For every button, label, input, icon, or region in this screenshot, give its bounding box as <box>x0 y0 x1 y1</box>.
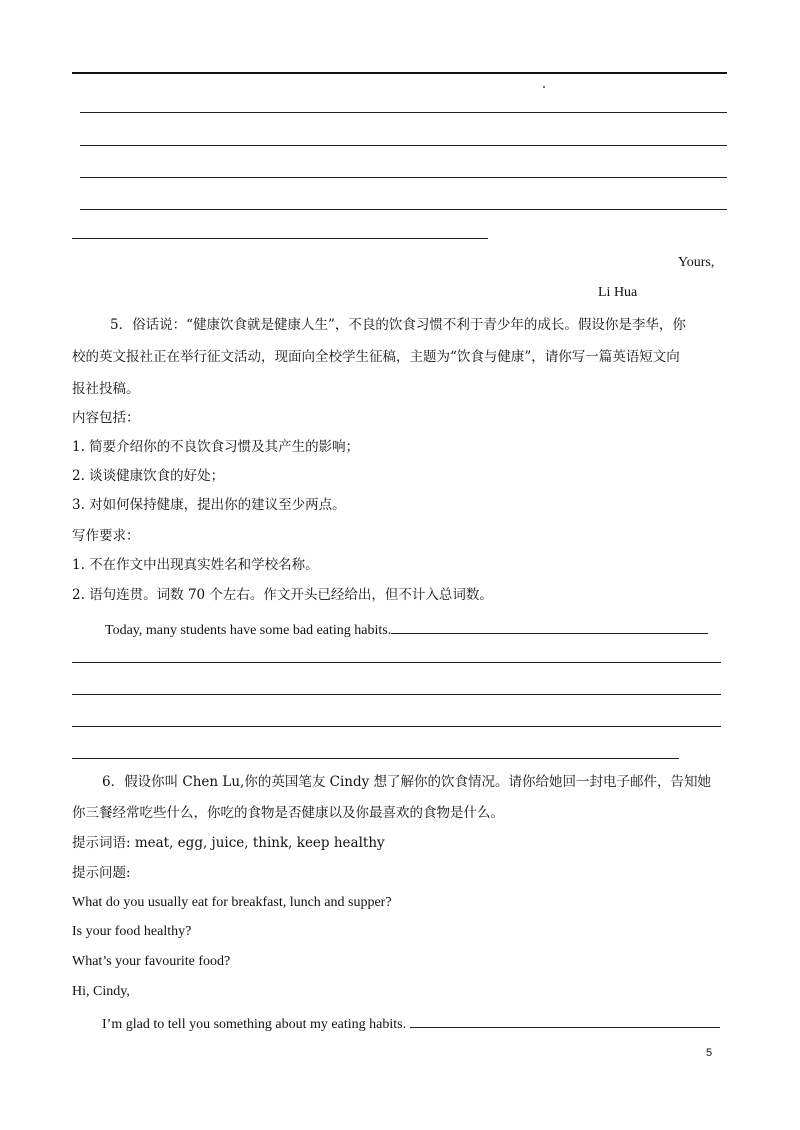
q5-opening-sentence <box>105 619 708 640</box>
q5-content-heading: 内容包括： <box>72 410 140 426</box>
q5-prompt-line2: 校的英文报社正在举行征文活动，现面向全校学生征稿，主题为“饮食与健康”，请你写一篇英语短文向 <box>72 349 680 365</box>
q5-prompt-line3: 报社投稿。 <box>72 381 140 397</box>
q6-prompt-line1: 6．假设你叫 Chen Lu,你的英国笔友 Cindy 想了解你的饮食情况。请你给她回一封电子邮件，告知她 <box>102 774 712 790</box>
q5-requirement-item: 2. 语句连贯。词数 70 个左右。作文开头已经给出，但不计入总词数。 <box>72 587 493 603</box>
q6-hint-question: What’s your favourite food? <box>72 954 231 969</box>
q5-content-item: 1. 简要介绍你的不良饮食习惯及其产生的影响； <box>72 439 360 455</box>
q5-content-item: 3. 对如何保持健康，提出你的建议至少两点。 <box>72 497 346 513</box>
stray-mark <box>543 86 545 88</box>
answer-line <box>80 112 727 113</box>
q6-hint-question: Is your food healthy? <box>72 924 192 939</box>
q5-content-item: 2. 谈谈健康饮食的好处； <box>72 468 225 484</box>
letter-signature: Li Hua <box>598 285 638 300</box>
answer-line <box>80 177 727 178</box>
q5-answer-line[interactable] <box>72 662 721 663</box>
q6-hint-words: 提示词语: meat, egg, juice, think, keep healthy <box>72 835 385 851</box>
q5-requirements-heading: 写作要求： <box>72 528 140 544</box>
letter-closing-yours: Yours, <box>678 255 715 270</box>
answer-line <box>80 209 727 210</box>
q6-opening-text: I’m glad to tell you something about my eating habits. <box>102 1017 407 1032</box>
top-border-rule <box>72 72 727 74</box>
q5-prompt-line1: 5．俗话说：“健康饮食就是健康人生”，不良的饮食习惯不利于青少年的成长。假设你是李华，你 <box>110 317 686 333</box>
q6-answer-blank[interactable] <box>410 1013 720 1028</box>
q6-hint-questions-heading: 提示问题: <box>72 865 131 881</box>
q5-answer-line[interactable] <box>72 694 721 695</box>
answer-line <box>72 238 488 239</box>
q5-requirement-item: 1. 不在作文中出现真实姓名和学校名称。 <box>72 557 319 573</box>
answer-line <box>80 145 727 146</box>
q6-prompt-line2: 你三餐经常吃些什么，你吃的食物是否健康以及你最喜欢的食物是什么。 <box>72 805 504 821</box>
q5-opening-text: Today, many students have some bad eating habits. <box>105 623 392 638</box>
q6-greeting: Hi, Cindy, <box>72 984 130 999</box>
q6-opening-sentence <box>102 1013 720 1034</box>
page-number: 5 <box>706 1047 713 1059</box>
q5-answer-blank[interactable] <box>391 619 708 634</box>
q5-answer-line[interactable] <box>72 726 721 727</box>
q6-hint-question: What do you usually eat for breakfast, lunch and supper? <box>72 895 392 910</box>
q5-answer-line[interactable] <box>72 758 679 759</box>
